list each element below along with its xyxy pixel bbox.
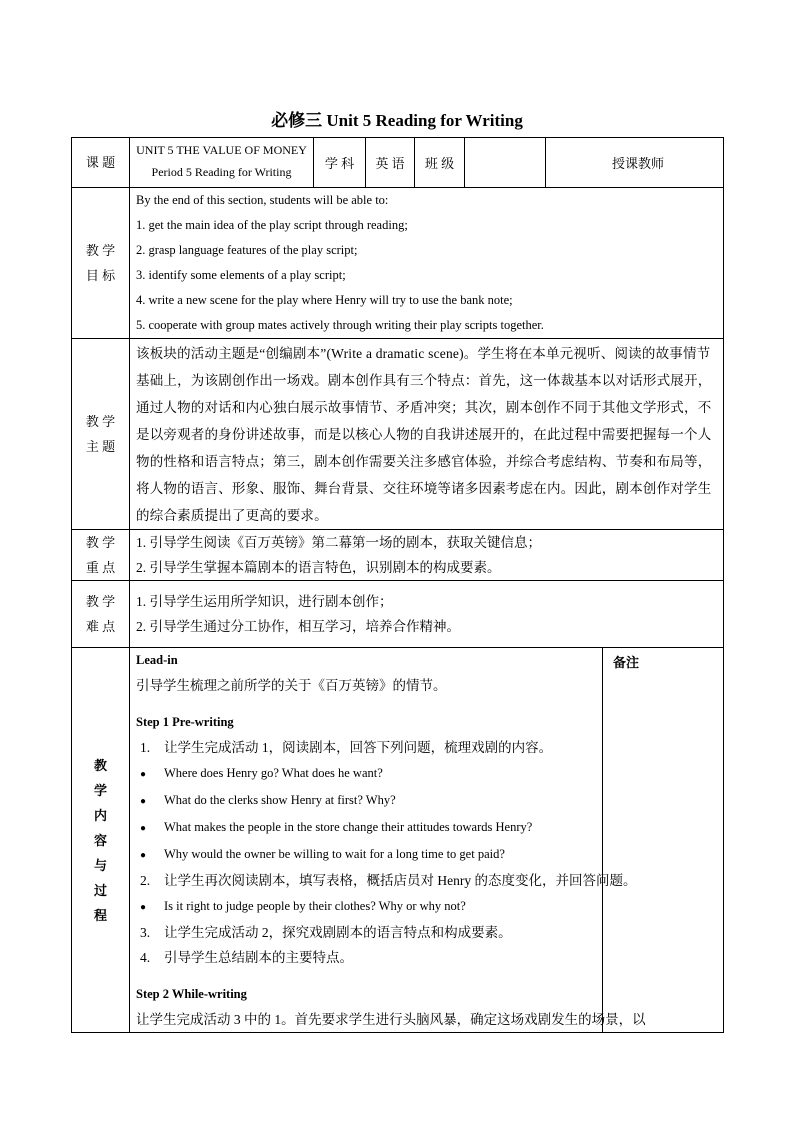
leadin-title: Lead-in: [136, 653, 178, 667]
step1-item-text: 让学生完成活动 1，阅读剧本，回答下列问题，梳理戏剧的内容。: [164, 740, 553, 755]
step1-item: [136, 841, 596, 868]
leadin-text: 引导学生梳理之前所学的关于《百万英镑》的情节。: [136, 678, 447, 693]
objectives-label: [72, 188, 130, 339]
course-title-line1: UNIT 5 THE VALUE OF MONEY: [136, 143, 307, 157]
step1-item-text: Why would the owner be willing to wait for a long time to get paid?: [164, 847, 505, 861]
lesson-plan-table: [71, 137, 724, 1033]
difficulties-row: [72, 581, 724, 648]
class-value: [465, 138, 546, 188]
key-point-item: 2. 引导学生掌握本篇剧本的语言特色，识别剧本的构成要素。: [136, 560, 501, 575]
objectives-label-text: 教 学 目 标: [85, 243, 116, 283]
item-number: 1.: [140, 740, 151, 755]
step1-list: [136, 735, 637, 970]
course-title-line2: Period 5 Reading for Writing: [151, 165, 292, 179]
step1-title: Step 1 Pre-writing: [136, 715, 234, 729]
subject-value: 英 语: [366, 138, 415, 188]
step1-item-text: 让学生再次阅读剧本，填写表格，概括店员对 Henry 的态度变化，并回答问题。: [164, 873, 637, 888]
process-row: [72, 648, 724, 1033]
step1-item: [136, 868, 637, 893]
theme-row: [72, 339, 724, 530]
process-label-text: 教 学 内 容 与 过 程: [93, 757, 107, 923]
objective-item: 1. get the main idea of the play script through reading;: [136, 218, 408, 232]
step1-item-text: Is it right to judge people by their clothes? Why or why not?: [164, 899, 466, 913]
objective-item: 2. grasp language features of the play script;: [136, 243, 358, 257]
step1-item-text: 让学生完成活动 2，探究戏剧剧本的语言特点和构成要素。: [164, 925, 512, 940]
key-points-label-text: 教 学 重 点: [85, 535, 116, 575]
objective-item: 4. write a new scene for the play where Henry will try to use the bank note;: [136, 293, 513, 307]
header-row: [72, 138, 724, 188]
subject-label: 学 科: [314, 138, 366, 188]
bullet-icon: ●: [140, 850, 147, 861]
bullet-icon: ●: [140, 902, 147, 913]
difficulties-label: [72, 581, 130, 648]
step1-item-text: What makes the people in the store change their attitudes towards Henry?: [164, 820, 533, 834]
notes-label: 备注: [613, 655, 640, 670]
document-title: 必修三 Unit 5 Reading for Writing: [271, 111, 523, 130]
step1-item: [136, 760, 596, 787]
step1-item: [136, 787, 596, 814]
course-label: 课 题: [72, 138, 130, 188]
step2-text: 让学生完成活动 3 中的 1。首先要求学生进行头脑风暴，确定这场戏剧发生的场景，以: [136, 1012, 646, 1027]
step1-item-text: Where does Henry go? What does he want?: [164, 766, 383, 780]
step1-item: [136, 735, 596, 760]
step1-item: [136, 814, 596, 841]
key-points-row: [72, 530, 724, 581]
step1-item: [136, 945, 596, 970]
theme-label-text: 教 学 主 题: [85, 414, 116, 454]
step1-item: [136, 893, 596, 920]
difficulty-item: 1. 引导学生运用所学知识，进行剧本创作；: [136, 594, 393, 609]
objective-item: 3. identify some elements of a play script;: [136, 268, 346, 282]
objective-item: 5. cooperate with group mates actively through writing their play scripts together.: [136, 318, 544, 332]
notes-cell: [603, 648, 724, 1033]
item-number: 2.: [140, 873, 151, 888]
bullet-icon: ●: [140, 796, 147, 807]
objectives-intro: By the end of this section, students will be able to:: [136, 193, 389, 207]
difficulties-label-text: 教 学 难 点: [85, 594, 116, 634]
bullet-icon: ●: [140, 769, 147, 780]
objectives-row: [72, 188, 724, 339]
theme-label: [72, 339, 130, 530]
key-point-item: 1. 引导学生阅读《百万英镑》第二幕第一场的剧本，获取关键信息；: [136, 535, 541, 550]
item-number: 4.: [140, 950, 151, 965]
item-number: 3.: [140, 925, 151, 940]
key-points-content: [130, 530, 724, 581]
course-title-cell: [130, 138, 314, 188]
teacher-label-cell: [546, 138, 724, 188]
teacher-label: 授课教师: [612, 156, 665, 171]
objectives-content: [130, 188, 724, 339]
process-label: [72, 648, 130, 1033]
step1-item-text: 引导学生总结剧本的主要特点。: [164, 950, 353, 965]
step1-item-text: What do the clerks show Henry at first? Why?: [164, 793, 396, 807]
key-points-label: [72, 530, 130, 581]
class-label: 班 级: [415, 138, 465, 188]
theme-content: 该板块的活动主题是“创编剧本”(Write a dramatic scene)。学生将在本单元视听、阅读的故事情节基础上，为该剧创作出一场戏。剧本创作具有三个特点：首先，这一体裁基本以对话形式展开，通过人物的对话和内心独白展示故事情节、矛盾冲突；其次，剧本创作不同于其他文学形式，不是以旁观者的身份讲述故事，而是以核心人物的自我讲述展开的，在此过程中需要把握每一个人物的性格和语言特点；第三，剧本创作需要关注多感官体验，并综合考虑结构、节奏和布局等，将人物的语言、形象、服饰、舞台背景、交往环境等诸多因素考虑在内。因此，剧本创作对学生的综合素质提出了更高的要求。: [130, 339, 724, 530]
bullet-icon: ●: [140, 823, 147, 834]
difficulty-item: 2. 引导学生通过分工协作，相互学习，培养合作精神。: [136, 619, 460, 634]
difficulties-content: [130, 581, 724, 648]
step1-item: [136, 920, 596, 945]
step2-title: Step 2 While-writing: [136, 987, 247, 1001]
